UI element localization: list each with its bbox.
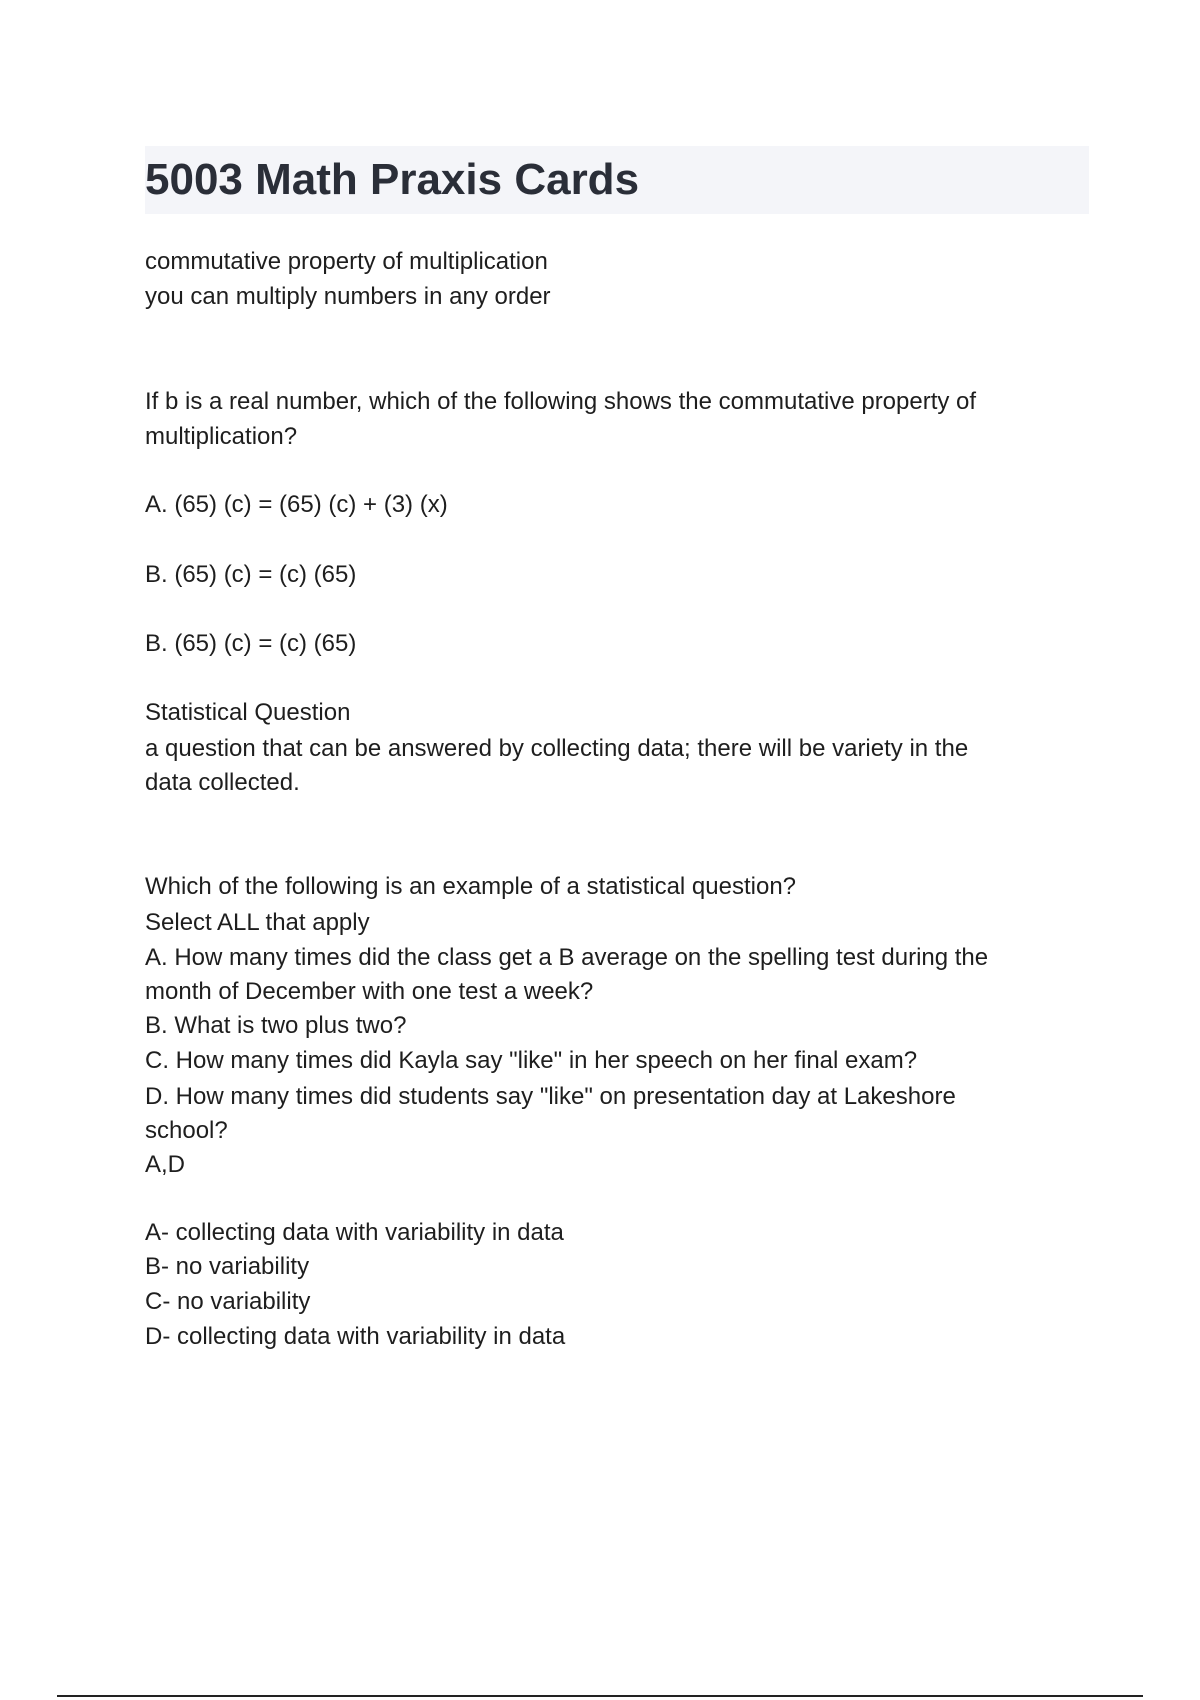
card-2-answer: B. (65) (c) = (c) (65) [145, 630, 357, 657]
document-title: 5003 Math Praxis Cards [145, 155, 640, 204]
card-2-choice-b: B. (65) (c) = (c) (65) [145, 561, 357, 588]
card-3-definition-line: data collected. [145, 769, 300, 796]
card-4-explanation-line: C- no variability [145, 1288, 311, 1315]
card-4-explanation-line: A- collecting data with variability in data [145, 1219, 564, 1246]
card-4-explanation-line: D- collecting data with variability in data [145, 1323, 566, 1350]
card-4-question-line: A. How many times did the class get a B average on the spelling test during the [145, 944, 989, 971]
card-2-choice-a: A. (65) (c) = (65) (c) + (3) (x) [145, 491, 448, 518]
card-3-definition-line: a question that can be answered by collecting data; there will be variety in the [145, 735, 969, 762]
card-4-question-line: Select ALL that apply [145, 909, 370, 936]
card-4-question-line: D. How many times did students say "like" on presentation day at Lakeshore [145, 1083, 956, 1110]
card-4-question-line: month of December with one test a week? [145, 978, 594, 1005]
card-4-question-line: Which of the following is an example of a statistical question? [145, 873, 797, 900]
card-4-question-line: school? [145, 1117, 228, 1144]
card-4-explanation-line: B- no variability [145, 1253, 310, 1280]
card-4-answer: A,D [145, 1151, 186, 1178]
card-1-term: commutative property of multiplication [145, 248, 548, 275]
page-bottom-rule [57, 1695, 1143, 1697]
card-2-question-line: If b is a real number, which of the following shows the commutative property of [145, 388, 977, 415]
card-4-question-line: C. How many times did Kayla say "like" in her speech on her final exam? [145, 1047, 918, 1074]
card-3-term: Statistical Question [145, 699, 351, 726]
card-4-question-line: B. What is two plus two? [145, 1012, 407, 1039]
card-2-question-line: multiplication? [145, 423, 298, 450]
card-1-definition: you can multiply numbers in any order [145, 283, 551, 310]
